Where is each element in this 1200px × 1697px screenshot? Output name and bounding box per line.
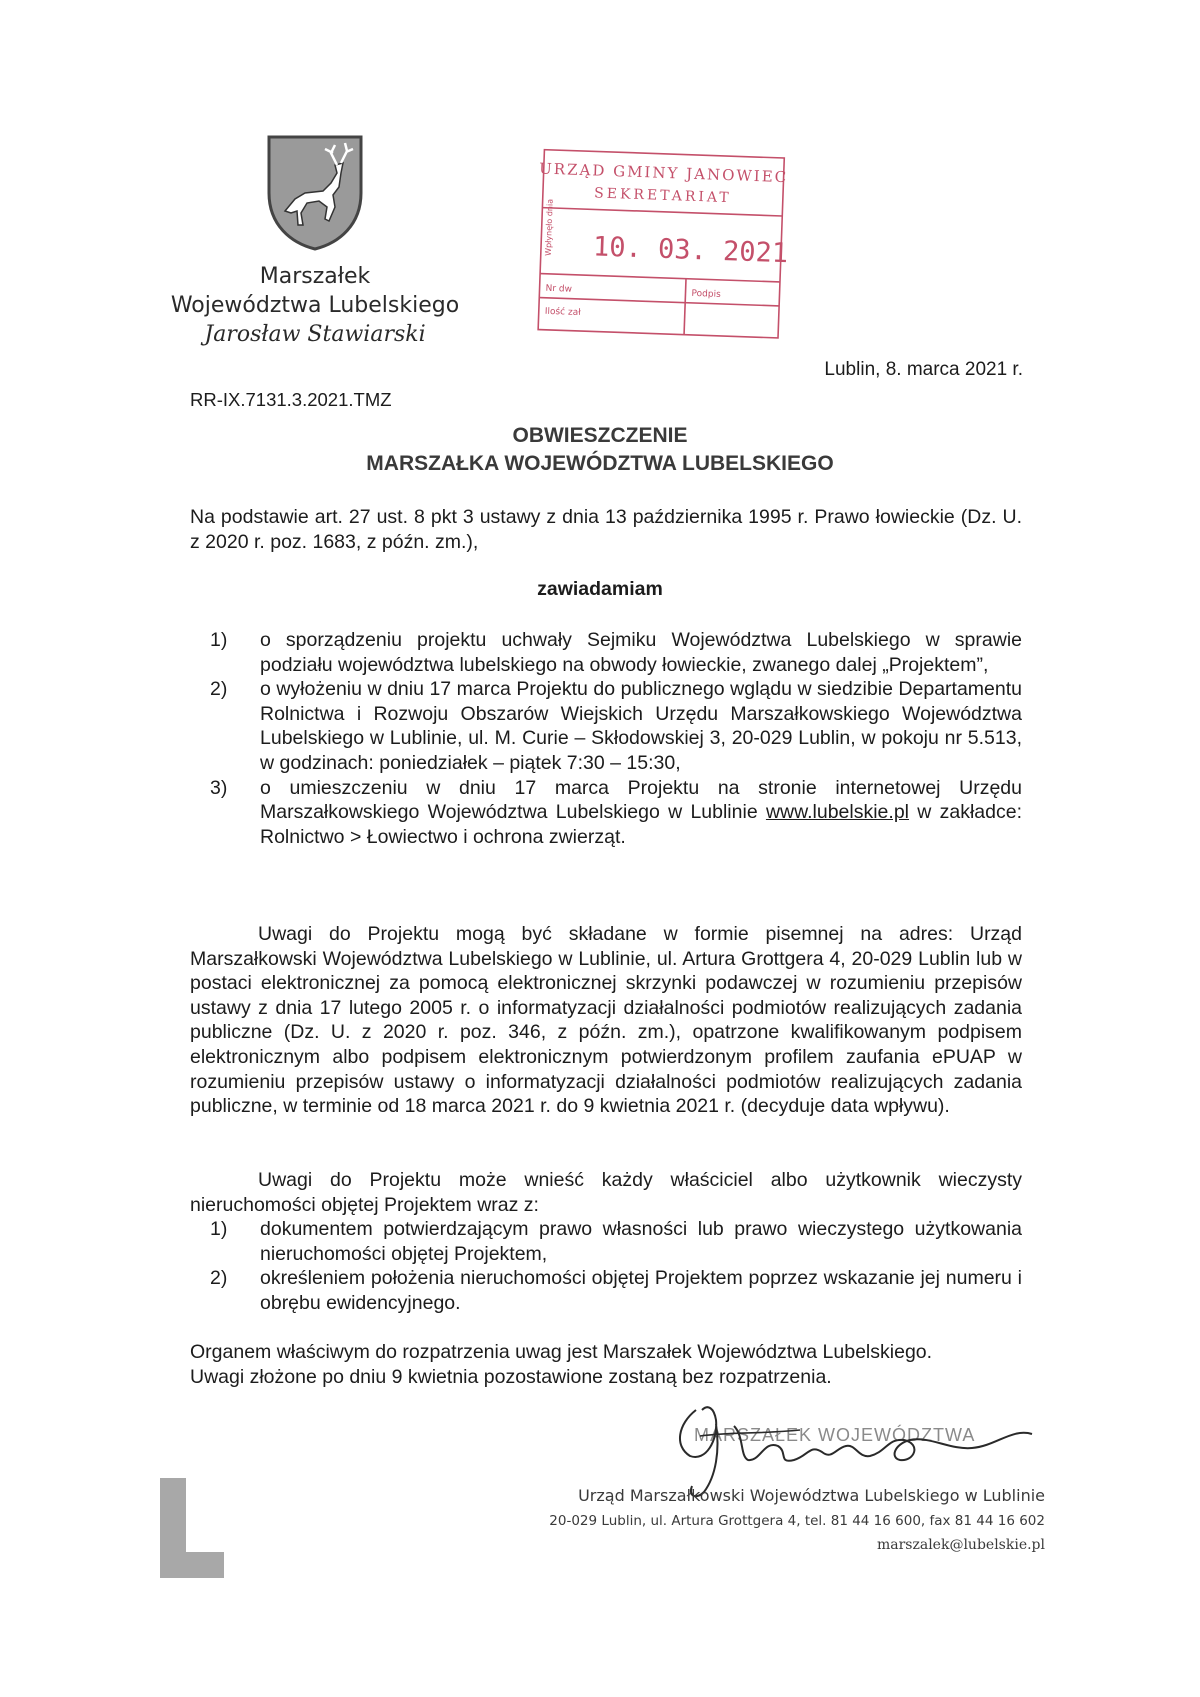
list-item-number: 1) (210, 629, 228, 651)
stamp-date: 10. 03. 2021 (592, 231, 789, 270)
coat-of-arms-icon (265, 133, 365, 251)
stamp-office-line2: SEKRETARIAT (593, 185, 732, 207)
footer-email[interactable]: marszalek@lubelskie.pl (876, 1537, 1045, 1553)
document-subtitle: MARSZAŁKA WOJEWÓDZTWA LUBELSKIEGO (366, 452, 834, 475)
footer-office: Urząd Marszałkowski Województwa Lubelskiego w Lublinie (578, 1486, 1045, 1505)
list-item-tail: w zakładce: Rolnictwo > Łowiectwo i ochrona zwierząt. (260, 801, 1022, 848)
remarks-paragraph: Uwagi do Projektu mogą być składane w formie pisemnej na adres: Urząd Marszałkowski Województwa Lubelskiego w Lublinie, ul. Artura Grottgera 4, 20-029 Lublin lub w postaci elektronicznej za pomocą elektronicznej skrzynki podawczej w rozumieniu przepisów ustawy z dnia 17 lutego 2005 r. o informatyzacji działalności podmiotów realizujących zadania publiczne (Dz. U. z 2020 r. poz. 346, z późn. zm.), opatrzone kwalifikowanym podpisem elektronicznym albo podpisem elektronicznym potwierdzonym profilem zaufania ePUAP w rozumieniu przepisów ustawy o informatyzacji działalności podmiotów realizujących zadania publiczne, w terminie od 18 marca 2021 r. do 9 kwietnia 2021 r. (decyduje data wpływu). (190, 923, 1022, 1118)
signature-stamp-text: MARSZAŁEK WOJEWÓDZTWA (694, 1425, 976, 1445)
stamp-attachments-label: Ilość zał (544, 306, 581, 319)
list-item-number: 3) (210, 776, 228, 799)
list-item-number: 2) (210, 1267, 228, 1290)
list-item (210, 677, 1022, 775)
list-item-text: o wyłożeniu w dniu 17 marca Projektu do publicznego wglądu w siedzibie Departamentu Rolnictwa i Rozwoju Obszarów Wiejskich Urzędu Marszałkowskiego Województwa Lubelskiego w Lublinie, ul. M. Curie – Skłodowskiej 3, 20-029 Lublin, w pokoju nr 5.513, w godzinach: poniedziałek – piątek 7:30 – 15:30, (260, 678, 1022, 774)
list-item-text: dokumentem potwierdzającym prawo własności lub prawo wieczystego użytkowania nieruchomości objętej Projektem, (260, 1218, 1022, 1265)
owner-paragraph: Uwagi do Projektu może wnieść każdy właściciel albo użytkownik wieczysty nieruchomości objętej Projektem wraz z: (190, 1169, 1022, 1216)
issuer-name: Jarosław Stawiarski (204, 322, 426, 347)
list-item-text: o sporządzeniu projektu uchwały Sejmiku Województwa Lubelskiego w sprawie podziału województwa lubelskiego na obwody łowieckie, zwanego dalej „Projektem”, (260, 629, 1022, 676)
list-item (210, 628, 1022, 677)
owner-requirements-list (210, 1217, 1022, 1315)
stamp-office-line1: URZĄD GMINY JANOWIEC (538, 159, 789, 187)
reference-number: RR-IX.7131.3.2021.TMZ (190, 389, 392, 410)
place-date: Lublin, 8. marca 2021 r. (824, 359, 1023, 380)
list-item-number: 2) (210, 678, 228, 701)
notify-heading: zawiadamiam (537, 578, 663, 600)
list-item (210, 1217, 1022, 1266)
issuer-title-line2: Województwa Lubelskiego (170, 293, 460, 318)
stamp-received-label: Wpłynęło dnia (543, 198, 555, 257)
final-line-1: Organem właściwym do rozpatrzenia uwag jest Marszałek Województwa Lubelskiego. (190, 1341, 933, 1363)
list-item-number: 1) (210, 1218, 228, 1240)
list-item (210, 1266, 1022, 1315)
issuer-block (150, 262, 480, 349)
footer-address: 20-029 Lublin, ul. Artura Grottgera 4, tel. 81 44 16 600, fax 81 44 16 602 (549, 1513, 1045, 1529)
stamp-number-label: Nr dw (545, 283, 573, 295)
registry-stamp (534, 146, 801, 355)
legal-basis: Na podstawie art. 27 ust. 8 pkt 3 ustawy z dnia 13 października 1995 r. Prawo łowieckie (Dz. U. z 2020 r. poz. 1683, z późn. zm.), (190, 506, 1022, 553)
website-link[interactable]: www.lubelskie.pl (765, 801, 909, 824)
list-item-text: określeniem położenia nieruchomości objętej Projektem poprzez wskazanie jej numeru i obrębu ewidencyjnego. (260, 1267, 1022, 1314)
list-item (210, 776, 1022, 850)
stamp-signature-label: Podpis (691, 288, 721, 300)
issuer-title-line1: Marszałek (259, 264, 371, 289)
final-paragraph (190, 1340, 1022, 1389)
document-title: OBWIESZCZENIE (512, 424, 688, 447)
logo-l-icon (160, 1478, 224, 1578)
notifications-list (210, 628, 1022, 849)
list-item-text: o umieszczeniu w dniu 17 marca Projektu na stronie internetowej Urzędu Marszałkowskiego Województwa Lubelskiego w Lublinie (260, 776, 1022, 824)
final-line-2: Uwagi złożone po dniu 9 kwietnia pozostawione zostaną bez rozpatrzenia. (190, 1365, 832, 1388)
